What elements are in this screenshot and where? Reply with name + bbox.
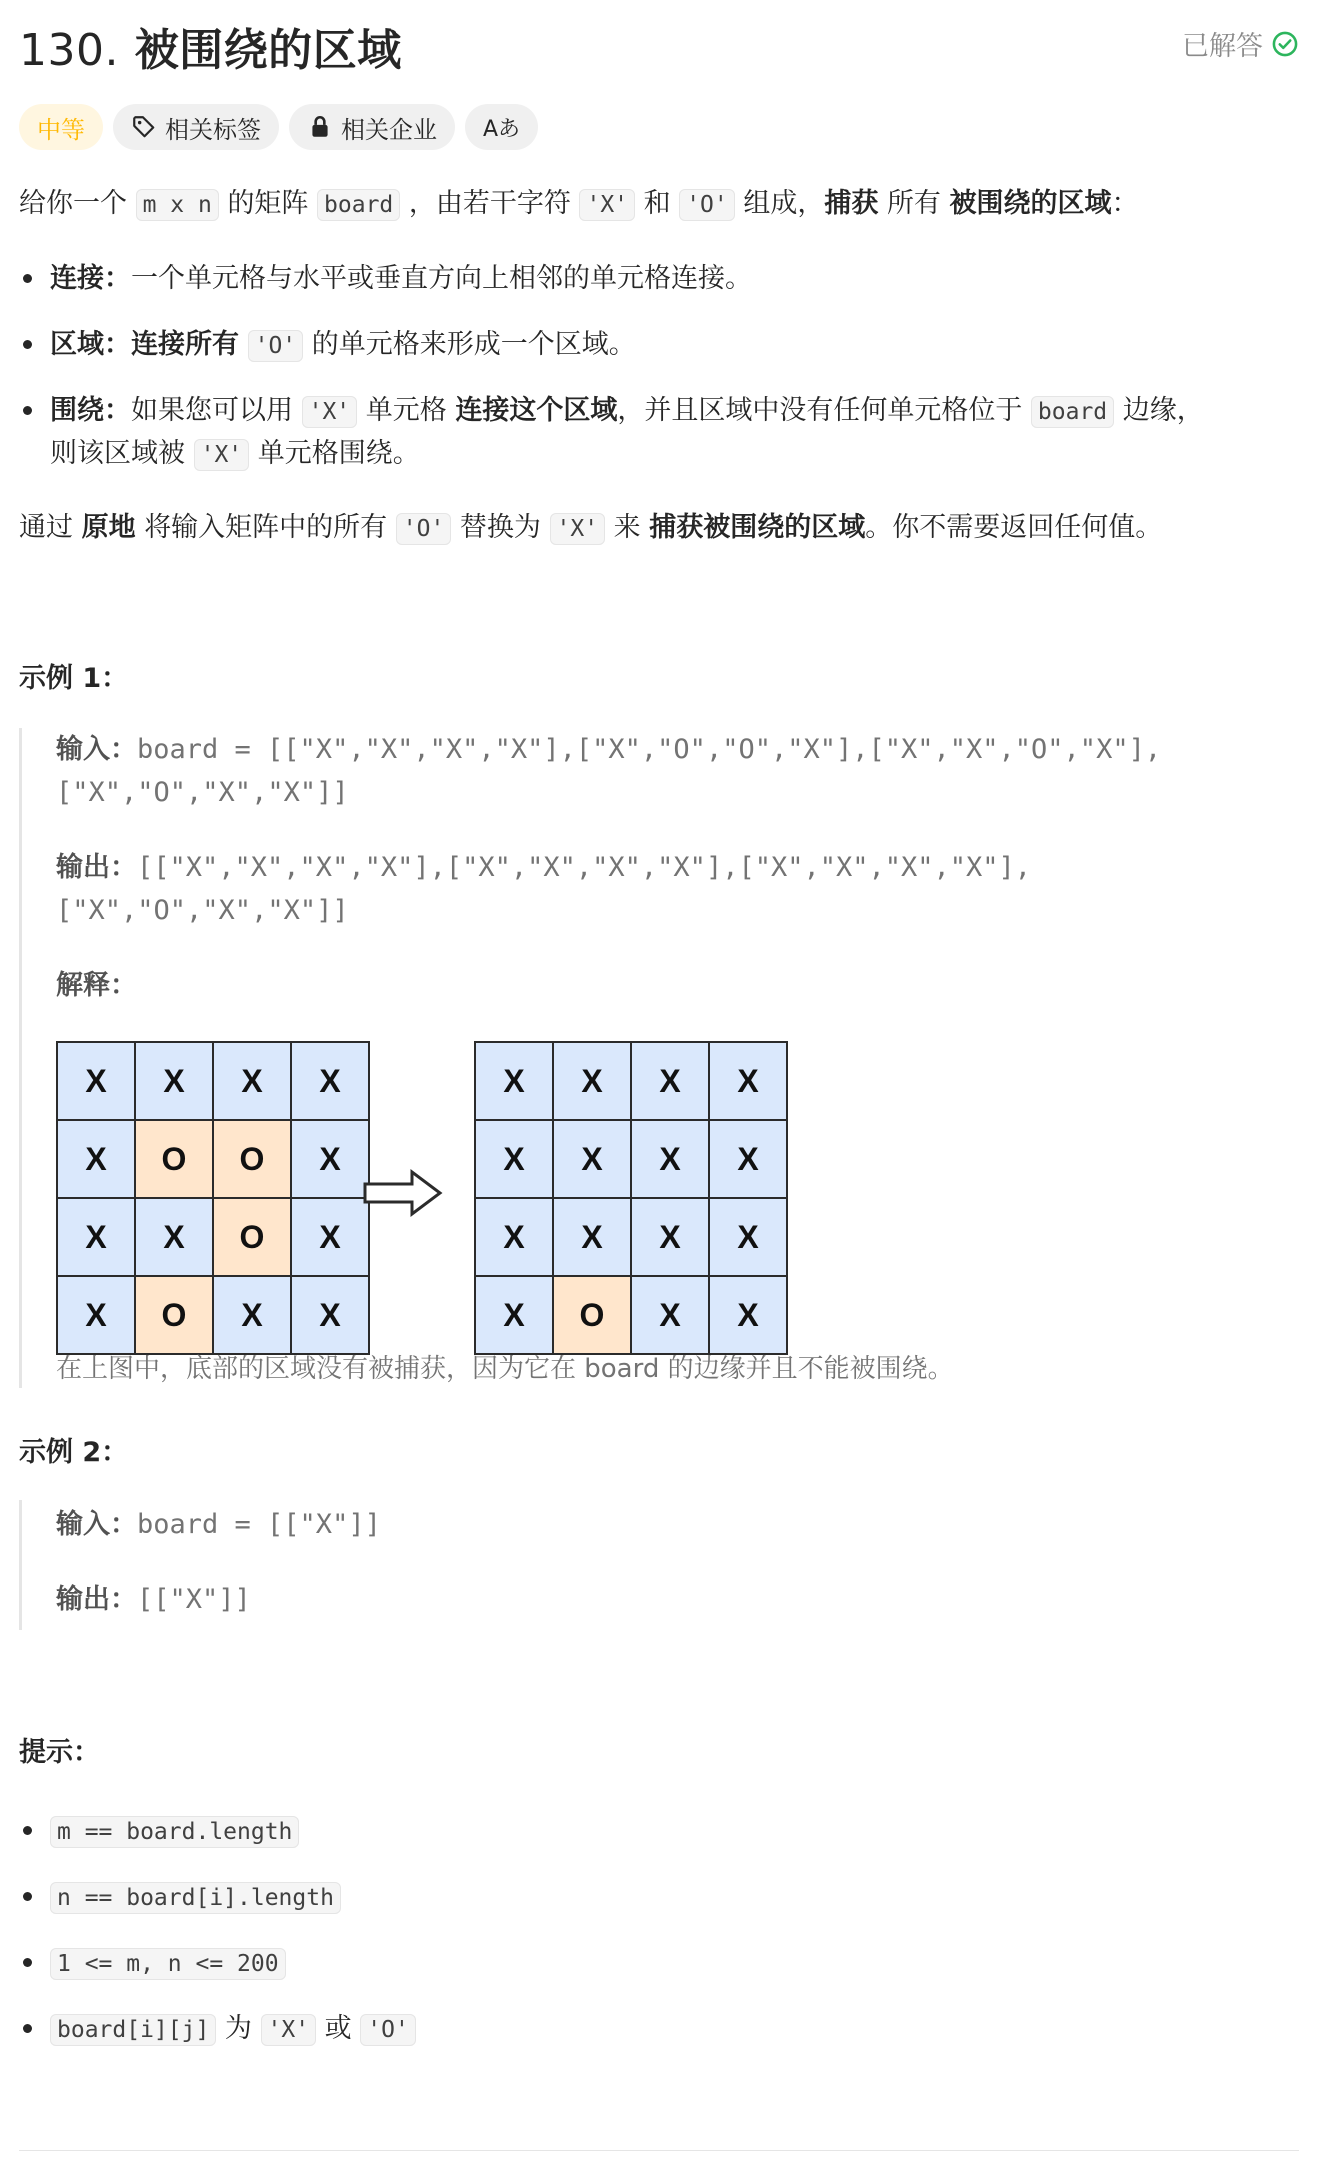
list-item [19,1942,286,1985]
grid-cell: X [553,1120,631,1198]
grid-cell: X [553,1042,631,1120]
example-1-input [56,728,1296,771]
bullet-dot [23,274,32,283]
divider [19,2150,1299,2151]
grid-cell: X [475,1198,553,1276]
code-inline: 'X' [579,189,635,221]
bold-text: 原地 [81,512,136,543]
grid-cell: X [291,1276,369,1354]
problem-title: 被围绕的区域 [134,25,402,76]
bullet-dot [23,2024,32,2033]
input-label: 输入： [56,1509,137,1540]
tag-bar [19,104,538,150]
grid-cell: X [553,1198,631,1276]
text: 将输入矩阵中的所有 [144,512,388,543]
output-label: 输出： [56,1584,137,1615]
board-before-grid [56,1041,370,1355]
output-value: [["X","X","X","X"],["X","X","X","X"],["X","X","X","X"], [137,852,1032,883]
bold-text: 区域：连接所有 [50,329,239,360]
list-item [19,390,1289,476]
grid-row [475,1120,787,1198]
example-2-block [19,1500,1296,1630]
code-inline: 'X' [261,2014,317,2046]
example-1-note: 在上图中，底部的区域没有被捕获，因为它在 board 的边缘并且不能被围绕。 [56,1354,954,1384]
example-1-explain-label [56,964,1296,1007]
grid-cell: X [709,1042,787,1120]
grid-cell: X [709,1120,787,1198]
grid-cell: X [291,1198,369,1276]
grid-cell: X [213,1042,291,1120]
grid-row [57,1276,369,1354]
code-inline: 'O' [248,330,304,362]
example-1-block [19,728,1296,1388]
code-inline: board[i][j] [50,2014,216,2046]
code-inline: 'O' [396,513,452,545]
grid-cell: X [631,1198,709,1276]
text: ，并且区域中没有任何单元格位于 [617,395,1023,426]
example-1-input-cont: ["X","O","X","X"]] [56,777,349,808]
text: 组成， [743,188,825,219]
text: 给你一个 [19,188,127,219]
arrow-right-icon [362,1168,444,1218]
difficulty-badge: 中等 [19,104,103,150]
input-value: board = [["X","X","X","X"],["X","O","O","X"],["X","X","O","X"], [137,734,1162,765]
grid-cell: X [57,1276,135,1354]
grid-cell: X [213,1276,291,1354]
grid-row [57,1120,369,1198]
board-after-grid [474,1041,788,1355]
related-companies-button[interactable] [289,104,455,150]
grid-cell: X [135,1042,213,1120]
text: 。你不需要返回任何值。 [865,512,1163,543]
code-inline: m == board.length [50,1816,299,1848]
solved-status [1182,24,1299,63]
bullet-dot [23,1826,32,1835]
code-inline: n == board[i].length [50,1882,341,1914]
code-inline: board [1031,396,1114,428]
text: 或 [324,2013,352,2044]
tag-icon [131,114,157,140]
translate-button[interactable] [465,104,538,150]
check-circle-icon [1271,30,1299,58]
code-inline: 'X' [194,439,250,471]
explain-label: 解释： [56,970,137,1001]
bold-text: 捕获 [824,188,879,219]
grid-cell: X [57,1120,135,1198]
grid-cell: O [135,1120,213,1198]
grid-cell: X [631,1120,709,1198]
text: 和 [643,188,671,219]
related-companies-label: 相关企业 [341,115,437,144]
grid-cell: X [291,1042,369,1120]
text: 一个单元格与水平或垂直方向上相邻的单元格连接。 [131,263,752,294]
text: 边缘， [1122,395,1204,426]
grid-row [475,1042,787,1120]
title-row [19,14,1299,74]
list-item [19,1810,299,1853]
text: 通过 [19,512,73,543]
example-2-input [56,1503,1296,1546]
grid-row [475,1198,787,1276]
grid-cell: O [553,1276,631,1354]
bold-text: 连接这个区域 [455,395,618,426]
lock-icon [307,114,333,140]
grid-row [475,1276,787,1354]
text: 为 [224,2013,252,2044]
problem-number: 130. [19,25,119,76]
text: 所有 [886,188,941,219]
solved-label: 已解答 [1182,31,1263,62]
example-2-heading: 示例 2： [19,1437,129,1468]
bold-text: 围绕： [50,395,131,426]
description-intro [19,184,1139,225]
related-tags-button[interactable] [113,104,279,150]
code-inline: m x n [136,189,219,221]
grid-cell: O [135,1276,213,1354]
grid-row [57,1198,369,1276]
text: ： [1111,188,1139,219]
code-inline: 'O' [679,189,735,221]
list-item [19,324,636,367]
bold-text: 捕获被围绕的区域 [649,512,866,543]
example-2-output [56,1578,1296,1621]
bullet-dot [23,1958,32,1967]
grid-cell: X [709,1198,787,1276]
example-1-heading: 示例 1： [19,663,129,694]
list-item [19,2008,416,2051]
list-item [19,258,752,300]
hints-heading: 提示： [19,1737,100,1768]
text: 的矩阵 [227,188,309,219]
code-inline: board [317,189,400,221]
text: 替换为 [459,512,541,543]
bullet-dot [23,340,32,349]
code-inline: 'O' [360,2014,416,2046]
grid-cell: X [475,1120,553,1198]
text: 来 [613,512,641,543]
grid-row [57,1042,369,1120]
code-inline: 'X' [550,513,606,545]
output-value: [["X"]] [137,1584,251,1615]
grid-cell: X [631,1276,709,1354]
grid-cell: X [475,1042,553,1120]
code-inline: 'X' [302,396,358,428]
list-item [19,1876,341,1919]
grid-cell: X [135,1198,213,1276]
text: 单元格围绕。 [257,438,420,469]
bold-text: 被围绕的区域 [949,188,1112,219]
instruction-text [19,508,1162,549]
input-value: board = [["X"]] [137,1509,381,1540]
bullet-dot [23,406,32,415]
text: ，由若干字符 [408,188,571,219]
grid-cell: X [631,1042,709,1120]
grid-cell: O [213,1198,291,1276]
text: 单元格 [365,395,447,426]
code-inline: 1 <= m, n <= 200 [50,1948,286,1980]
text: 则该区域被 [50,438,185,469]
grid-cell: O [213,1120,291,1198]
page-title [19,14,402,78]
bold-text: 连接： [50,263,131,294]
related-tags-label: 相关标签 [165,115,261,144]
example-1-output [56,846,1296,889]
text: 的单元格来形成一个区域。 [311,329,636,360]
grid-cell: X [709,1276,787,1354]
example-1-output-cont: ["X","O","X","X"]] [56,895,349,926]
text: 如果您可以用 [131,395,293,426]
output-label: 输出： [56,852,137,883]
grid-cell: X [57,1042,135,1120]
grid-cell: X [57,1198,135,1276]
grid-cell: X [291,1120,369,1198]
grid-cell: X [475,1276,553,1354]
input-label: 输入： [56,734,137,765]
bullet-dot [23,1892,32,1901]
translate-icon: Aあ [483,116,521,142]
